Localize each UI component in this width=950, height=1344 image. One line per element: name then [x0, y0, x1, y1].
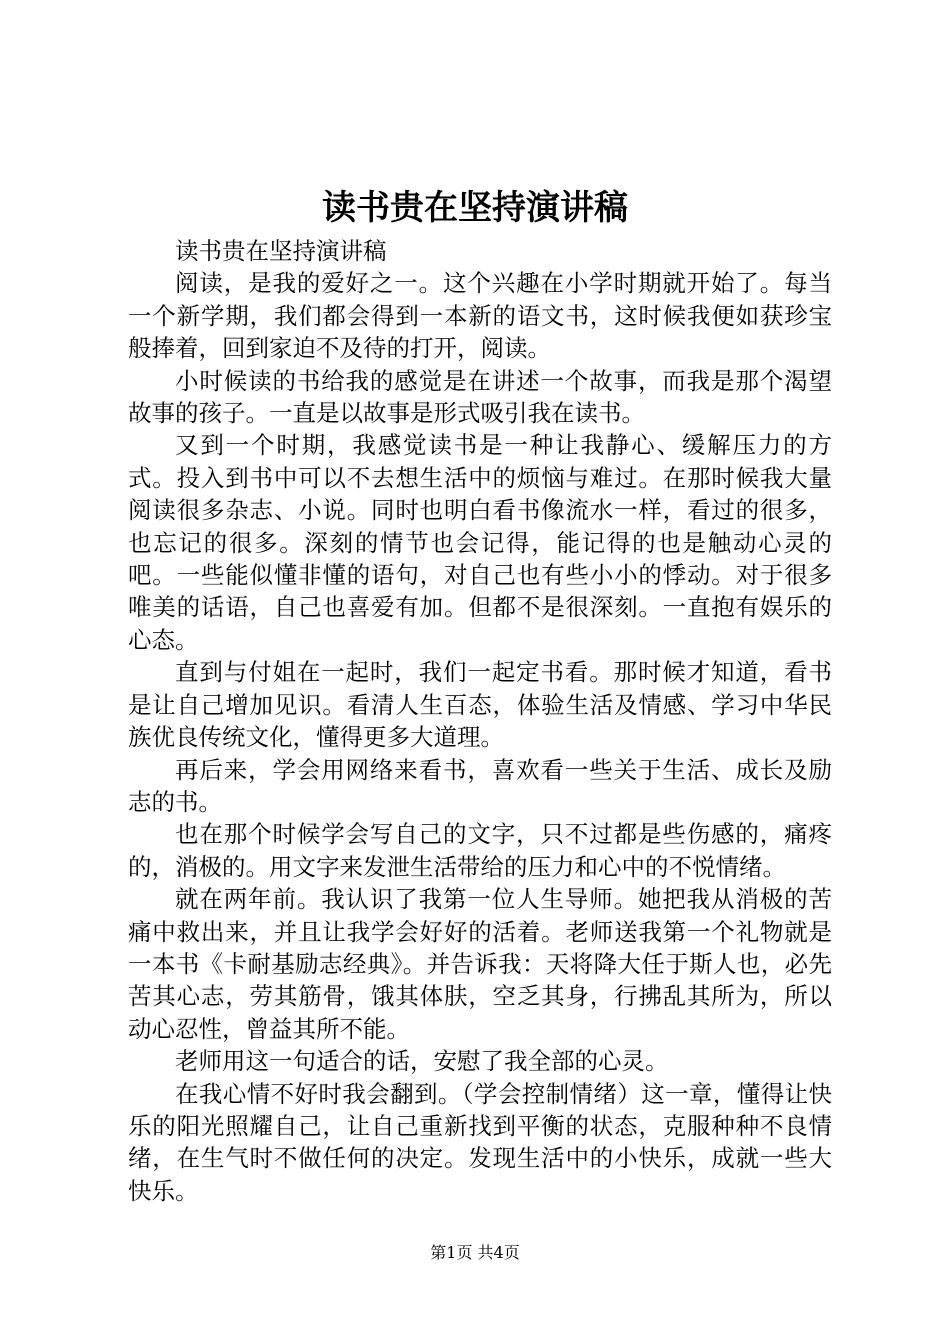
page-footer: 第1页 共4页 — [430, 1243, 520, 1262]
paragraph: 直到与付姐在一起时，我们一起定书看。那时候才知道，看书是让自己增加见识。看清人生百态，体验生活及情感、学习中华民族优良传统文化，懂得更多大道理。 — [128, 658, 832, 752]
paragraph: 老师用这一句适合的话，安慰了我全部的心灵。 — [175, 1047, 669, 1076]
paragraph: 在我心情不好时我会翻到。（学会控制情绪）这一章，懂得让快乐的阳光照耀自己，让自己重新找到平衡的状态，克服种种不良情绪，在生气时不做任何的决定。发现生活中的小快乐，成就一些大快乐。 — [128, 1079, 832, 1205]
paragraph-subtitle: 读书贵在坚持演讲稿 — [175, 237, 387, 265]
paragraph: 又到一个时期，我感觉读书是一种让我静心、缓解压力的方式。投入到书中可以不去想生活中的烦恼与难过。在那时候我大量阅读很多杂志、小说。同时也明白看书像流水一样，看过的很多，也忘记的很多。深刻的情节也会记得，能记得的也是触动心灵的吧。一些能似懂非懂的语句，对自己也有些小小的悸动。对于很多唯美的话语，自己也喜爱有加。但都不是很深刻。一直抱有娱乐的心态。 — [128, 431, 832, 654]
paragraph: 阅读，是我的爱好之一。这个兴趣在小学时期就开始了。每当一个新学期，我们都会得到一本新的语文书，这时候我便如获珍宝般捧着，回到家迫不及待的打开，阅读。 — [128, 269, 832, 363]
document-body — [128, 235, 832, 1207]
paragraph: 就在两年前。我认识了我第一位人生导师。她把我从消极的苦痛中救出来，并且让我学会好好的活着。老师送我第一个礼物就是一本书《卡耐基励志经典》。并告诉我：天将降大任于斯人也，必先苦其心志，劳其筋骨，饿其体肤，空乏其身，行拂乱其所为，所以动心忍性，曾益其所不能。 — [128, 885, 832, 1043]
paragraph: 也在那个时候学会写自己的文字，只不过都是些伤感的，痛疼的，消极的。用文字来发泄生活带给的压力和心中的不悦情绪。 — [128, 820, 832, 881]
paragraph: 小时候读的书给我的感觉是在讲述一个故事，而我是那个渴望故事的孩子。一直是以故事是形式吸引我在读书。 — [128, 366, 832, 428]
paragraph: 再后来，学会用网络来看书，喜欢看一些关于生活、成长及励志的书。 — [128, 755, 832, 816]
document-title: 读书贵在坚持演讲稿 — [322, 188, 628, 228]
